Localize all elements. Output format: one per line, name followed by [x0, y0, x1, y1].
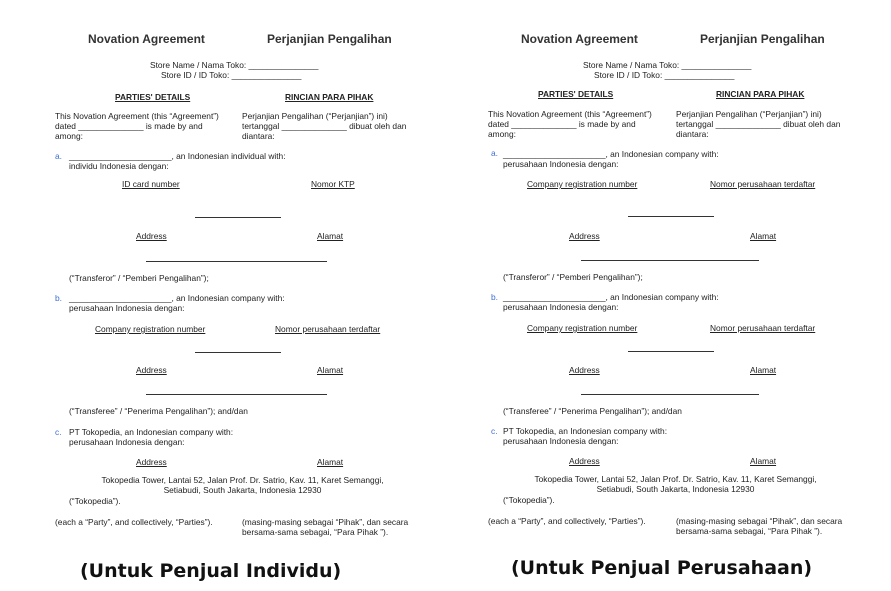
party-a-marker: a. — [55, 151, 62, 161]
party-b-col1: Company registration number — [95, 324, 206, 334]
tokopedia-address-line: Setiabudi, South Jakarta, Indonesia 12930 — [163, 485, 322, 496]
party-b-col2: Nomor perusahaan terdaftar — [710, 323, 816, 333]
intro-en-line: This Novation Agreement (this “Agreement”) — [488, 109, 652, 119]
party-a-address-blank — [146, 261, 327, 262]
intro-en-line: This Novation Agreement (this “Agreement”) — [55, 111, 219, 121]
party-a-address-blank — [581, 260, 759, 261]
parties-heading-id: RINCIAN PARA PIHAK — [285, 92, 374, 102]
transferee-label: (“Transferee” / “Penerima Pengalihan”); and/dan — [503, 406, 682, 416]
tokopedia-address — [55, 475, 430, 495]
intro-en — [488, 109, 673, 139]
party-a-id-blank — [195, 217, 281, 218]
store-name-field: Store Name / Nama Toko: _______________ — [150, 60, 319, 70]
party-b-line1: ______________________, an Indonesian company with: — [503, 292, 719, 302]
each-party-id — [242, 517, 408, 537]
party-a-line1: ______________________, an Indonesian individual with: — [69, 151, 286, 161]
party-b-reg-blank — [195, 352, 281, 353]
caption-company: (Untuk Penjual Perusahaan) — [511, 557, 813, 579]
party-c-line1: PT Tokopedia, an Indonesian company with: — [503, 426, 668, 436]
each-party-id-line: (masing-masing sebagai “Pihak”, dan secara — [676, 516, 843, 526]
party-b-alamat-label: Alamat — [317, 365, 344, 375]
intro-id — [676, 109, 861, 139]
party-b-col2: Nomor perusahaan terdaftar — [275, 324, 381, 334]
party-b-marker: b. — [491, 292, 498, 302]
party-a-address-label: Address — [569, 231, 600, 241]
intro-id-line: Perjanjian Pengalihan (“Perjanjian”) ini) — [676, 109, 822, 119]
document-individual — [55, 22, 430, 538]
party-c-alamat-label: Alamat — [317, 457, 344, 467]
intro-en-line: among: — [488, 129, 516, 140]
each-party-id-line: bersama-sama sebagai, “Para Pihak ”). — [242, 527, 389, 538]
party-b-line2: perusahaan Indonesia dengan: — [503, 302, 619, 312]
party-c-marker: c. — [491, 426, 498, 436]
each-party-en: (each a “Party”, and collectively, “Parties”). — [488, 516, 646, 526]
party-a-line2: perusahaan Indonesia dengan: — [503, 159, 619, 169]
party-a-col2: Nomor perusahaan terdaftar — [710, 179, 816, 189]
each-party-id-line: (masing-masing sebagai “Pihak”, dan secara — [242, 517, 409, 527]
party-c-alamat-label: Alamat — [750, 456, 777, 466]
party-b-address-label: Address — [569, 365, 600, 375]
party-b-alamat-label: Alamat — [750, 365, 777, 375]
tokopedia-label: (“Tokopedia”). — [503, 495, 555, 505]
party-a-marker: a. — [491, 148, 498, 158]
party-a-address-label: Address — [136, 231, 167, 241]
intro-en-line: dated ______________ is made by and — [488, 119, 636, 130]
parties-heading-id: RINCIAN PARA PIHAK — [716, 89, 805, 99]
intro-en-line: dated ______________ is made by and — [55, 121, 203, 132]
intro-en — [55, 111, 240, 141]
tokopedia-address-line: Tokopedia Tower, Lantai 52, Jalan Prof. Dr. Satrio, Kav. 11, Karet Semanggi, — [534, 474, 817, 484]
intro-id-line: tertanggal ______________ dibuat oleh dan — [242, 121, 407, 132]
party-c-line1: PT Tokopedia, an Indonesian company with: — [69, 427, 234, 437]
party-c-line2: perusahaan Indonesia dengan: — [69, 437, 185, 447]
party-b-address-blank — [581, 394, 759, 395]
party-b-line1: ______________________, an Indonesian company with: — [69, 293, 285, 303]
each-party-id-line: bersama-sama sebagai, “Para Pihak ”). — [676, 526, 823, 537]
party-b-reg-blank — [628, 351, 714, 352]
party-b-line2: perusahaan Indonesia dengan: — [69, 303, 185, 313]
party-a-alamat-label: Alamat — [317, 231, 344, 241]
title-id: Perjanjian Pengalihan — [267, 32, 392, 46]
title-en: Novation Agreement — [521, 32, 638, 46]
party-a-line1: ______________________, an Indonesian company with: — [503, 149, 719, 159]
transferor-label: (“Transferor” / “Pemberi Pengalihan”); — [503, 272, 643, 282]
party-a-col1: ID card number — [122, 179, 180, 189]
party-b-address-label: Address — [136, 365, 167, 375]
party-b-address-blank — [146, 394, 327, 395]
tokopedia-address-line: Setiabudi, South Jakarta, Indonesia 12930 — [596, 484, 755, 495]
transferee-label: (“Transferee” / “Penerima Pengalihan”); and/dan — [69, 406, 248, 416]
each-party-en: (each a “Party”, and collectively, “Parties”). — [55, 517, 213, 527]
title-id: Perjanjian Pengalihan — [700, 32, 825, 46]
store-name-field: Store Name / Nama Toko: _______________ — [583, 60, 752, 70]
party-c-address-label: Address — [136, 457, 167, 467]
each-party-id — [676, 516, 842, 536]
transferor-label: (“Transferor” / “Pemberi Pengalihan”); — [69, 273, 209, 283]
title-en: Novation Agreement — [88, 32, 205, 46]
party-b-marker: b. — [55, 293, 62, 303]
intro-en-line: among: — [55, 131, 83, 142]
party-a-alamat-label: Alamat — [750, 231, 777, 241]
intro-id-line: diantara: — [676, 129, 709, 140]
parties-heading-en: PARTIES' DETAILS — [115, 92, 191, 102]
tokopedia-address-line: Tokopedia Tower, Lantai 52, Jalan Prof. Dr. Satrio, Kav. 11, Karet Semanggi, — [101, 475, 384, 485]
store-id-field: Store ID / ID Toko: _______________ — [161, 70, 302, 80]
parties-heading-en: PARTIES' DETAILS — [538, 89, 614, 99]
party-a-reg-blank — [628, 216, 714, 217]
caption-individual: (Untuk Penjual Individu) — [80, 560, 342, 582]
tokopedia-address — [488, 474, 863, 494]
party-a-col1: Company registration number — [527, 179, 638, 189]
party-a-line2: individu Indonesia dengan: — [69, 161, 169, 171]
intro-id-line: diantara: — [242, 131, 275, 142]
party-c-address-label: Address — [569, 456, 600, 466]
tokopedia-label: (“Tokopedia”). — [69, 496, 121, 506]
party-a-col2: Nomor KTP — [311, 179, 355, 189]
store-id-field: Store ID / ID Toko: _______________ — [594, 70, 735, 80]
party-c-line2: perusahaan Indonesia dengan: — [503, 436, 619, 446]
intro-id — [242, 111, 427, 141]
document-company — [488, 22, 863, 537]
intro-id-line: Perjanjian Pengalihan (“Perjanjian”) ini) — [242, 111, 388, 121]
party-b-col1: Company registration number — [527, 323, 638, 333]
party-c-marker: c. — [55, 427, 62, 437]
intro-id-line: tertanggal ______________ dibuat oleh dan — [676, 119, 841, 130]
